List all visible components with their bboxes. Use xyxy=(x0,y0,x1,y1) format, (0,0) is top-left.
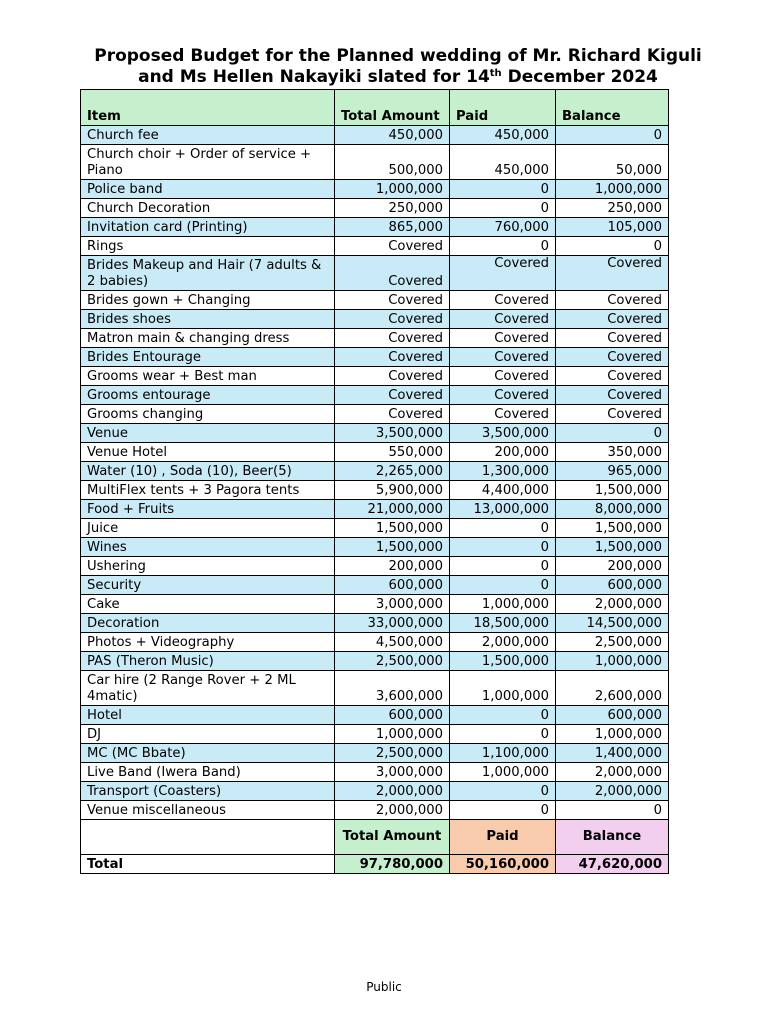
total-cell: 21,000,000 xyxy=(335,500,450,519)
table-row xyxy=(81,671,669,706)
balance-cell: 1,500,000 xyxy=(556,519,669,538)
paid-cell: 0 xyxy=(450,801,556,820)
table-row xyxy=(81,557,669,576)
table-row xyxy=(81,633,669,652)
total-cell: 3,500,000 xyxy=(335,424,450,443)
table-row xyxy=(81,706,669,725)
footer-classification: Public xyxy=(366,980,402,994)
item-cell: Decoration xyxy=(81,614,335,633)
totals-balance: 47,620,000 xyxy=(556,855,669,874)
total-cell: 5,900,000 xyxy=(335,481,450,500)
item-cell: Grooms changing xyxy=(81,405,335,424)
balance-cell: 2,000,000 xyxy=(556,595,669,614)
item-cell: Grooms wear + Best man xyxy=(81,367,335,386)
balance-cell: Covered xyxy=(556,291,669,310)
table-row xyxy=(81,180,669,199)
table-row xyxy=(81,782,669,801)
balance-cell: 1,400,000 xyxy=(556,744,669,763)
total-cell: 250,000 xyxy=(335,199,450,218)
header-row xyxy=(81,90,669,126)
paid-cell: 1,300,000 xyxy=(450,462,556,481)
item-cell: Rings xyxy=(81,237,335,256)
balance-cell: 2,000,000 xyxy=(556,782,669,801)
total-cell: Covered xyxy=(335,386,450,405)
balance-cell: 350,000 xyxy=(556,443,669,462)
paid-cell: 0 xyxy=(450,576,556,595)
total-cell: Covered xyxy=(335,256,450,291)
paid-cell: 0 xyxy=(450,706,556,725)
balance-cell: 1,000,000 xyxy=(556,652,669,671)
header-item: Item xyxy=(81,90,335,126)
item-cell: Church choir + Order of service + Piano xyxy=(81,145,335,180)
total-cell: Covered xyxy=(335,367,450,386)
paid-cell: 1,100,000 xyxy=(450,744,556,763)
balance-cell: 600,000 xyxy=(556,576,669,595)
total-cell: Covered xyxy=(335,237,450,256)
paid-cell: Covered xyxy=(450,256,556,291)
paid-cell: 0 xyxy=(450,519,556,538)
paid-cell: Covered xyxy=(450,291,556,310)
summary-header-total: Total Amount xyxy=(335,820,450,855)
table-row xyxy=(81,481,669,500)
total-cell: 2,000,000 xyxy=(335,801,450,820)
title-line-2-date: December 2024 xyxy=(501,67,658,87)
item-cell: Venue xyxy=(81,424,335,443)
item-cell: Venue Hotel xyxy=(81,443,335,462)
total-cell: Covered xyxy=(335,348,450,367)
paid-cell: 3,500,000 xyxy=(450,424,556,443)
paid-cell: 1,000,000 xyxy=(450,763,556,782)
total-cell: Covered xyxy=(335,310,450,329)
paid-cell: 0 xyxy=(450,538,556,557)
summary-header-balance: Balance xyxy=(556,820,669,855)
title-line-2-text: and Ms Hellen Nakayiki slated for 14 xyxy=(138,67,490,87)
paid-cell: 0 xyxy=(450,237,556,256)
item-cell: MC (MC Bbate) xyxy=(81,744,335,763)
item-cell: Juice xyxy=(81,519,335,538)
paid-cell: 0 xyxy=(450,180,556,199)
table-row xyxy=(81,386,669,405)
balance-cell: 2,600,000 xyxy=(556,671,669,706)
paid-cell: Covered xyxy=(450,386,556,405)
item-cell: Matron main & changing dress xyxy=(81,329,335,348)
paid-cell: 450,000 xyxy=(450,145,556,180)
paid-cell: 0 xyxy=(450,199,556,218)
item-cell: MultiFlex tents + 3 Pagora tents xyxy=(81,481,335,500)
table-row xyxy=(81,595,669,614)
total-cell: 2,000,000 xyxy=(335,782,450,801)
balance-cell: 14,500,000 xyxy=(556,614,669,633)
total-cell: 1,000,000 xyxy=(335,180,450,199)
item-cell: Food + Fruits xyxy=(81,500,335,519)
item-cell: PAS (Theron Music) xyxy=(81,652,335,671)
item-cell: Live Band (Iwera Band) xyxy=(81,763,335,782)
paid-cell: Covered xyxy=(450,405,556,424)
totals-total-amount: 97,780,000 xyxy=(335,855,450,874)
totals-row xyxy=(81,855,669,874)
table-row xyxy=(81,500,669,519)
balance-cell: Covered xyxy=(556,405,669,424)
balance-cell: 1,000,000 xyxy=(556,725,669,744)
totals-label: Total xyxy=(81,855,335,874)
balance-cell: 1,500,000 xyxy=(556,481,669,500)
budget-table xyxy=(80,89,669,874)
header-total-amount: Total Amount xyxy=(335,90,450,126)
balance-cell: 0 xyxy=(556,126,669,145)
table-row xyxy=(81,519,669,538)
balance-cell: 200,000 xyxy=(556,557,669,576)
total-cell: 200,000 xyxy=(335,557,450,576)
total-cell: 865,000 xyxy=(335,218,450,237)
paid-cell: 200,000 xyxy=(450,443,556,462)
balance-cell: 0 xyxy=(556,424,669,443)
total-cell: 3,000,000 xyxy=(335,763,450,782)
table-row xyxy=(81,614,669,633)
item-cell: Police band xyxy=(81,180,335,199)
paid-cell: Covered xyxy=(450,310,556,329)
item-cell: Photos + Videography xyxy=(81,633,335,652)
total-cell: 500,000 xyxy=(335,145,450,180)
item-cell: Invitation card (Printing) xyxy=(81,218,335,237)
balance-cell: Covered xyxy=(556,348,669,367)
item-cell: Hotel xyxy=(81,706,335,725)
item-cell: Venue miscellaneous xyxy=(81,801,335,820)
item-cell: Security xyxy=(81,576,335,595)
table-row xyxy=(81,329,669,348)
table-row xyxy=(81,801,669,820)
total-cell: 450,000 xyxy=(335,126,450,145)
balance-cell: 250,000 xyxy=(556,199,669,218)
table-row xyxy=(81,405,669,424)
total-cell: Covered xyxy=(335,329,450,348)
item-cell: Grooms entourage xyxy=(81,386,335,405)
item-cell: Ushering xyxy=(81,557,335,576)
total-cell: 33,000,000 xyxy=(335,614,450,633)
total-cell: 3,600,000 xyxy=(335,671,450,706)
balance-cell: 2,500,000 xyxy=(556,633,669,652)
summary-blank-cell xyxy=(81,820,335,855)
total-cell: 2,265,000 xyxy=(335,462,450,481)
item-cell: Water (10) , Soda (10), Beer(5) xyxy=(81,462,335,481)
total-cell: Covered xyxy=(335,291,450,310)
paid-cell: 760,000 xyxy=(450,218,556,237)
balance-cell: 0 xyxy=(556,237,669,256)
summary-header-paid: Paid xyxy=(450,820,556,855)
table-row xyxy=(81,763,669,782)
balance-cell: 1,500,000 xyxy=(556,538,669,557)
table-row xyxy=(81,367,669,386)
header-paid: Paid xyxy=(450,90,556,126)
paid-cell: 0 xyxy=(450,557,556,576)
paid-cell: 1,000,000 xyxy=(450,671,556,706)
total-cell: 1,500,000 xyxy=(335,519,450,538)
paid-cell: 2,000,000 xyxy=(450,633,556,652)
paid-cell: 13,000,000 xyxy=(450,500,556,519)
table-row xyxy=(81,576,669,595)
table-row xyxy=(81,462,669,481)
paid-cell: 18,500,000 xyxy=(450,614,556,633)
total-cell: 2,500,000 xyxy=(335,652,450,671)
balance-cell: Covered xyxy=(556,367,669,386)
item-cell: Transport (Coasters) xyxy=(81,782,335,801)
paid-cell: 0 xyxy=(450,725,556,744)
item-cell: Brides Entourage xyxy=(81,348,335,367)
item-cell: Brides Makeup and Hair (7 adults & 2 babies) xyxy=(81,256,335,291)
title-line-2 xyxy=(0,67,768,88)
balance-cell: 2,000,000 xyxy=(556,763,669,782)
table-row xyxy=(81,199,669,218)
item-cell: Church fee xyxy=(81,126,335,145)
balance-cell: Covered xyxy=(556,310,669,329)
item-cell: DJ xyxy=(81,725,335,744)
table-row xyxy=(81,237,669,256)
table-row xyxy=(81,348,669,367)
total-cell: 1,500,000 xyxy=(335,538,450,557)
paid-cell: 450,000 xyxy=(450,126,556,145)
summary-header-row xyxy=(81,820,669,855)
total-cell: Covered xyxy=(335,405,450,424)
item-cell: Brides shoes xyxy=(81,310,335,329)
paid-cell: 1,000,000 xyxy=(450,595,556,614)
total-cell: 3,000,000 xyxy=(335,595,450,614)
balance-cell: 50,000 xyxy=(556,145,669,180)
table-row xyxy=(81,424,669,443)
totals-paid: 50,160,000 xyxy=(450,855,556,874)
paid-cell: Covered xyxy=(450,329,556,348)
balance-cell: Covered xyxy=(556,329,669,348)
table-row xyxy=(81,443,669,462)
total-cell: 550,000 xyxy=(335,443,450,462)
table-row xyxy=(81,725,669,744)
table-row xyxy=(81,218,669,237)
page-title xyxy=(0,46,768,88)
balance-cell: 0 xyxy=(556,801,669,820)
paid-cell: 0 xyxy=(450,782,556,801)
item-cell: Cake xyxy=(81,595,335,614)
total-cell: 600,000 xyxy=(335,576,450,595)
total-cell: 2,500,000 xyxy=(335,744,450,763)
title-ordinal-suffix: th xyxy=(489,68,502,79)
balance-cell: Covered xyxy=(556,386,669,405)
table-row xyxy=(81,652,669,671)
table-row xyxy=(81,310,669,329)
item-cell: Brides gown + Changing xyxy=(81,291,335,310)
table-row xyxy=(81,744,669,763)
table-row xyxy=(81,145,669,180)
table-row xyxy=(81,538,669,557)
balance-cell: 600,000 xyxy=(556,706,669,725)
total-cell: 1,000,000 xyxy=(335,725,450,744)
item-cell: Car hire (2 Range Rover + 2 ML 4matic) xyxy=(81,671,335,706)
table-row xyxy=(81,256,669,291)
balance-cell: 965,000 xyxy=(556,462,669,481)
paid-cell: Covered xyxy=(450,348,556,367)
paid-cell: Covered xyxy=(450,367,556,386)
balance-cell: 105,000 xyxy=(556,218,669,237)
total-cell: 4,500,000 xyxy=(335,633,450,652)
table-row xyxy=(81,291,669,310)
table-row xyxy=(81,126,669,145)
item-cell: Church Decoration xyxy=(81,199,335,218)
item-cell: Wines xyxy=(81,538,335,557)
header-balance: Balance xyxy=(556,90,669,126)
paid-cell: 1,500,000 xyxy=(450,652,556,671)
balance-cell: Covered xyxy=(556,256,669,291)
total-cell: 600,000 xyxy=(335,706,450,725)
balance-cell: 8,000,000 xyxy=(556,500,669,519)
title-line-1: Proposed Budget for the Planned wedding of Mr. Richard Kiguli xyxy=(94,46,702,66)
balance-cell: 1,000,000 xyxy=(556,180,669,199)
paid-cell: 4,400,000 xyxy=(450,481,556,500)
